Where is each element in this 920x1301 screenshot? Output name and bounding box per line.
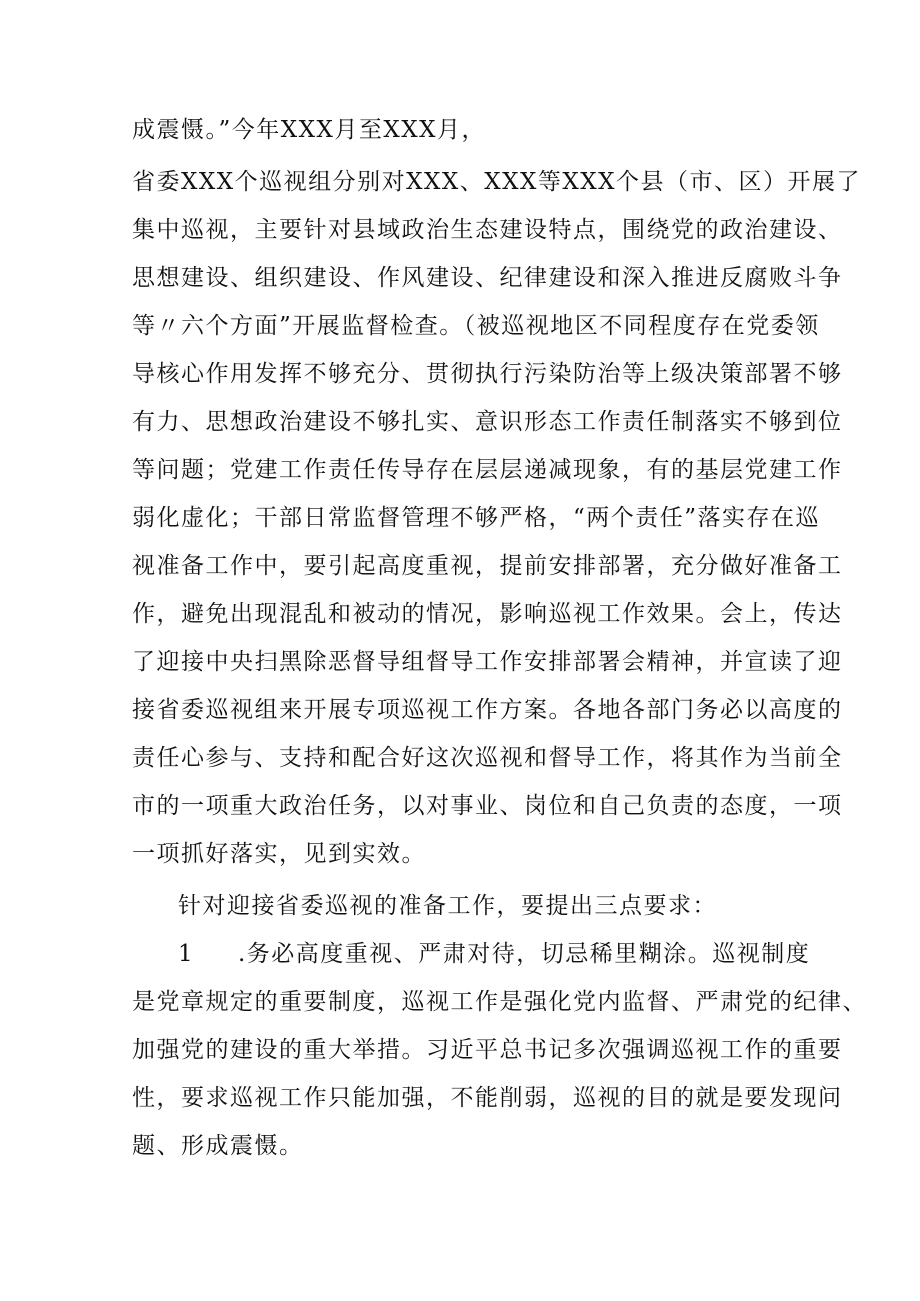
intro-line: 针对迎接省委巡视的准备工作，要提出三点要求： xyxy=(178,893,717,919)
paragraph-line: 加强党的建设的重大举措。习近平总书记多次强调巡视工作的重要 xyxy=(132,1037,843,1063)
paragraph-line: 接省委巡视组来开展专项巡视工作方案。各地各部门务必以高度的 xyxy=(132,697,843,723)
paragraph-line: 导核心作用发挥不够充分、贯彻执行污染防治等上级决策部署不够 xyxy=(132,361,843,387)
paragraph-line: 责任心参与、支持和配合好这次巡视和督导工作，将其作为当前全 xyxy=(132,745,843,771)
paragraph-line: 等问题；党建工作责任传导存在层层递减现象，有的基层党建工作 xyxy=(132,457,843,483)
item-heading: .务必高度重视、严肃对待，切忌稀里糊涂。巡视制度 xyxy=(238,941,811,967)
paragraph-line: 题、形成震慑。 xyxy=(132,1133,304,1159)
paragraph-line: 思想建设、组织建设、作风建设、纪律建设和深入推进反腐败斗争 xyxy=(132,265,843,291)
paragraph-line: 等〃六个方面”开展监督检查。（被巡视地区不同程度存在党委领 xyxy=(132,313,820,339)
paragraph-line: 集中巡视，主要针对县域政治生态建设特点，围绕党的政治建设、 xyxy=(132,217,843,243)
item-number: 1 xyxy=(178,941,193,967)
paragraph-line: 弱化虚化；干部日常监督管理不够严格，“两个责任”落实存在巡 xyxy=(132,505,821,531)
paragraph-line: 市的一项重大政治任务，以对事业、岗位和自己负责的态度，一项 xyxy=(132,793,843,819)
paragraph-line: 作，避免出现混乱和被动的情况，影响巡视工作效果。会上，传达 xyxy=(132,601,843,627)
paragraph-line: 是党章规定的重要制度，巡视工作是强化党内监督、严肃党的纪律、 xyxy=(132,989,867,1015)
paragraph-line: 省委XXX个巡视组分别对XXX、XXX等XXX个县（市、区）开展了 xyxy=(132,169,861,195)
paragraph-line: 了迎接中央扫黑除恶督导组督导工作安排部署会精神，并宣读了迎 xyxy=(132,649,843,675)
paragraph-line: 视准备工作中，要引起高度重视，提前安排部署，充分做好准备工 xyxy=(132,553,843,579)
paragraph-line: 有力、思想政治建设不够扎实、意识形态工作责任制落实不够到位 xyxy=(132,409,843,435)
paragraph-line: 性，要求巡视工作只能加强，不能削弱，巡视的目的就是要发现问 xyxy=(132,1085,843,1111)
paragraph-line: 一项抓好落实，见到实效。 xyxy=(132,841,426,867)
paragraph-line: 成震慑。”今年XXX月至XXX月， xyxy=(132,117,487,143)
